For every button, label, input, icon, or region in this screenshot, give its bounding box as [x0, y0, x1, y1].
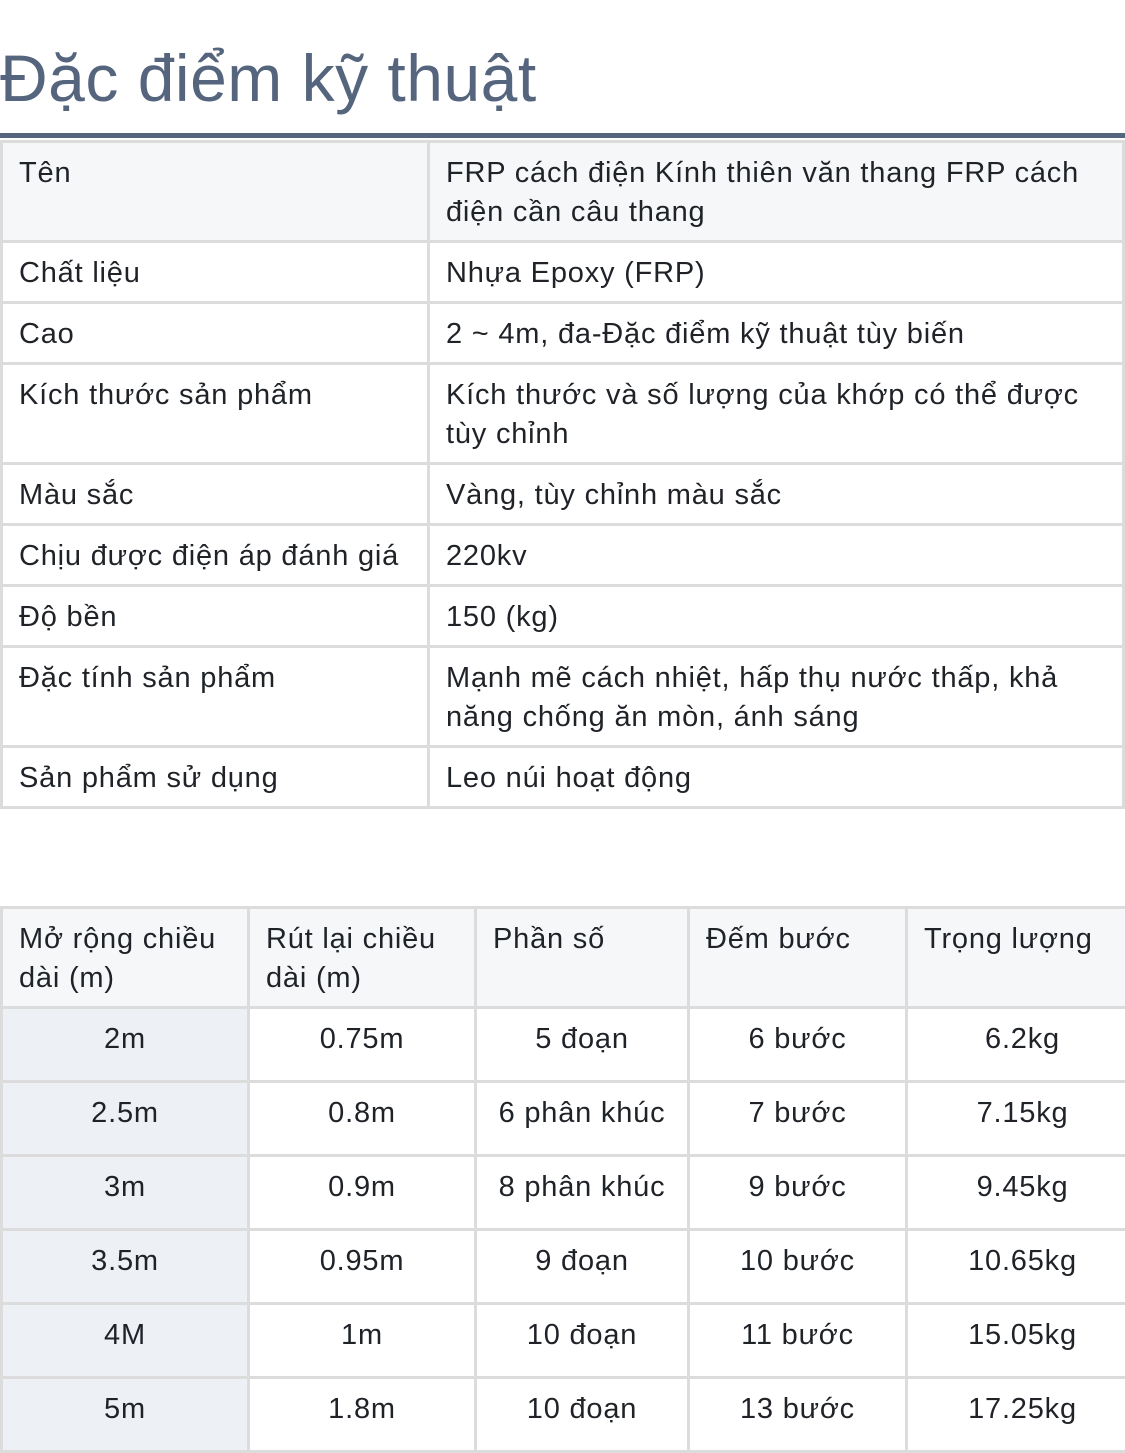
spec-row [2, 242, 1124, 303]
cell-retracted-length: 0.95m [249, 1230, 476, 1304]
column-header-retracted-length: Rút lại chiều dài (m) [249, 908, 476, 1008]
spec-key: Độ bền [2, 586, 429, 647]
cell-extended-length: 3m [2, 1156, 249, 1230]
cell-weight: 17.25kg [907, 1378, 1125, 1452]
cell-section-count: 8 phân khúc [476, 1156, 689, 1230]
spec-value: Leo núi hoạt động [429, 747, 1124, 808]
table-row [2, 1304, 1125, 1378]
page-title: Đặc điểm kỹ thuật [0, 38, 537, 118]
column-header-extended-length: Mở rộng chiều dài (m) [2, 908, 249, 1008]
size-table [0, 906, 1125, 1453]
spec-row [2, 364, 1124, 464]
spec-value: Nhựa Epoxy (FRP) [429, 242, 1124, 303]
table-row [2, 1008, 1125, 1082]
table-row [2, 1156, 1125, 1230]
cell-step-count: 11 bước [689, 1304, 907, 1378]
cell-section-count: 10 đoạn [476, 1304, 689, 1378]
cell-step-count: 6 bước [689, 1008, 907, 1082]
spec-key: Chịu được điện áp đánh giá [2, 525, 429, 586]
spec-row [2, 525, 1124, 586]
spec-key: Kích thước sản phẩm [2, 364, 429, 464]
spec-row [2, 586, 1124, 647]
cell-weight: 15.05kg [907, 1304, 1125, 1378]
spec-value: Kích thước và số lượng của khớp có thể được tùy chỉnh [429, 364, 1124, 464]
cell-section-count: 5 đoạn [476, 1008, 689, 1082]
cell-weight: 9.45kg [907, 1156, 1125, 1230]
spec-value: 220kv [429, 525, 1124, 586]
spec-table [0, 140, 1125, 809]
cell-extended-length: 2m [2, 1008, 249, 1082]
cell-retracted-length: 0.9m [249, 1156, 476, 1230]
cell-weight: 6.2kg [907, 1008, 1125, 1082]
cell-section-count: 6 phân khúc [476, 1082, 689, 1156]
spec-key: Cao [2, 303, 429, 364]
cell-extended-length: 4M [2, 1304, 249, 1378]
table-row [2, 1378, 1125, 1452]
cell-retracted-length: 0.75m [249, 1008, 476, 1082]
cell-extended-length: 5m [2, 1378, 249, 1452]
cell-section-count: 10 đoạn [476, 1378, 689, 1452]
table-row [2, 1230, 1125, 1304]
spec-key: Tên [2, 142, 429, 242]
spec-row [2, 647, 1124, 747]
cell-step-count: 9 bước [689, 1156, 907, 1230]
spec-key: Đặc tính sản phẩm [2, 647, 429, 747]
column-header-section-count: Phần số [476, 908, 689, 1008]
spec-value: Vàng, tùy chỉnh màu sắc [429, 464, 1124, 525]
spec-value: 150 (kg) [429, 586, 1124, 647]
spec-value: FRP cách điện Kính thiên văn thang FRP cách điện cần câu thang [429, 142, 1124, 242]
cell-extended-length: 3.5m [2, 1230, 249, 1304]
cell-weight: 7.15kg [907, 1082, 1125, 1156]
spec-key: Màu sắc [2, 464, 429, 525]
title-divider [0, 133, 1125, 138]
cell-retracted-length: 1.8m [249, 1378, 476, 1452]
column-header-step-count: Đếm bước [689, 908, 907, 1008]
cell-section-count: 9 đoạn [476, 1230, 689, 1304]
cell-retracted-length: 1m [249, 1304, 476, 1378]
cell-weight: 10.65kg [907, 1230, 1125, 1304]
spec-key: Sản phẩm sử dụng [2, 747, 429, 808]
spec-value: Mạnh mẽ cách nhiệt, hấp thụ nước thấp, khả năng chống ăn mòn, ánh sáng [429, 647, 1124, 747]
size-table-header [2, 908, 1125, 1008]
cell-step-count: 7 bước [689, 1082, 907, 1156]
cell-retracted-length: 0.8m [249, 1082, 476, 1156]
cell-step-count: 13 bước [689, 1378, 907, 1452]
spec-row [2, 303, 1124, 364]
spec-key: Chất liệu [2, 242, 429, 303]
spec-value: 2 ~ 4m, đa-Đặc điểm kỹ thuật tùy biến [429, 303, 1124, 364]
spec-row [2, 142, 1124, 242]
cell-step-count: 10 bước [689, 1230, 907, 1304]
table-row [2, 1082, 1125, 1156]
column-header-weight: Trọng lượng [907, 908, 1125, 1008]
cell-extended-length: 2.5m [2, 1082, 249, 1156]
spec-row [2, 747, 1124, 808]
spec-row [2, 464, 1124, 525]
